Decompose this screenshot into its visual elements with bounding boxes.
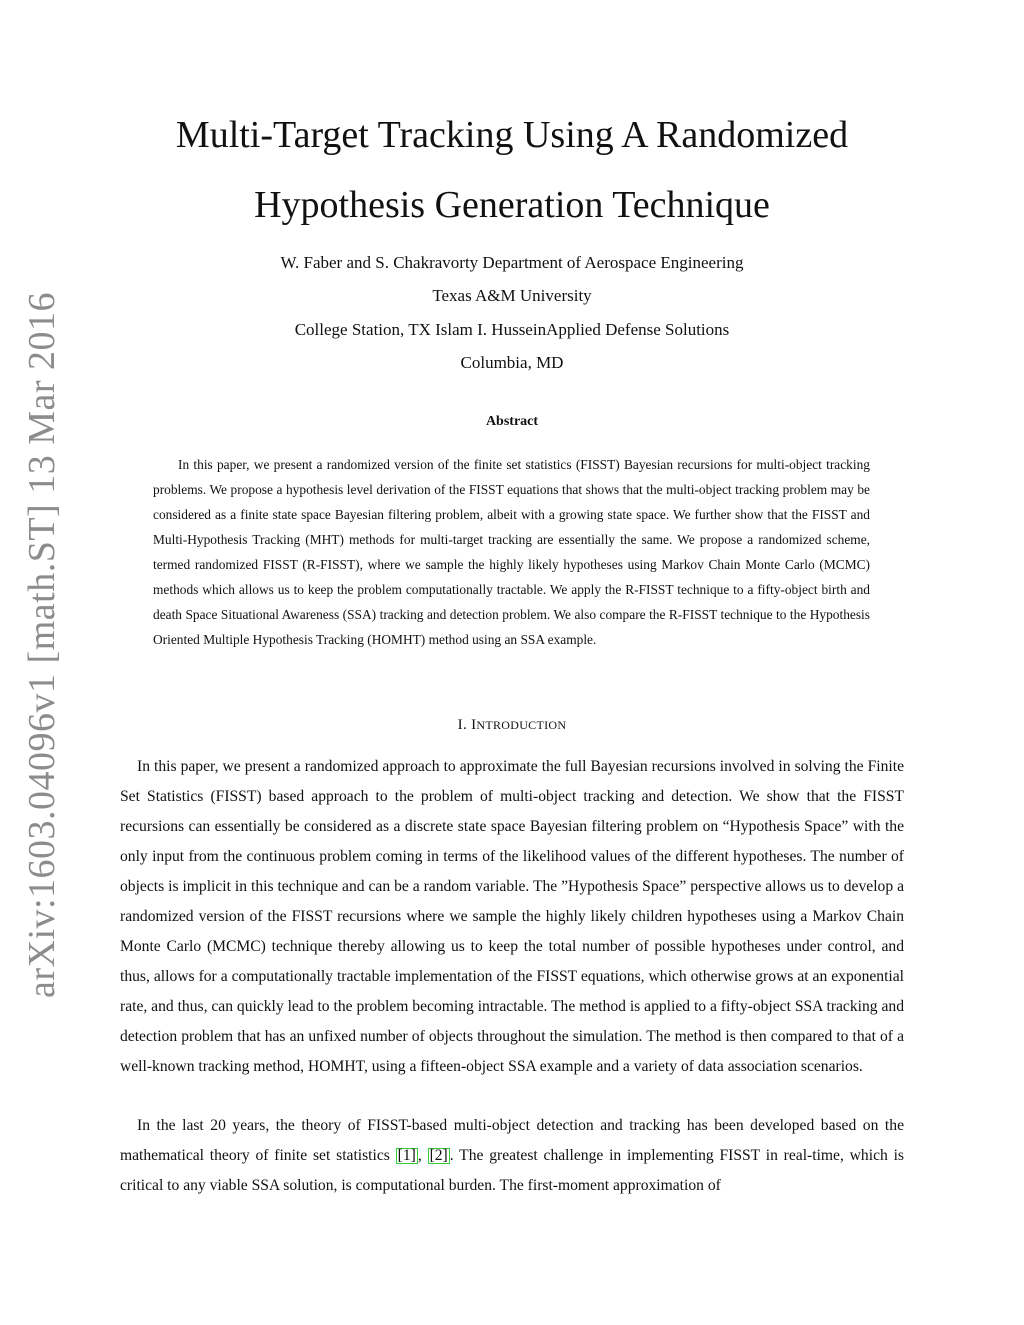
author-affiliation-line-2: Texas A&M University [432,286,592,305]
intro-paragraph-2-tail: . The greatest challenge in implementing FISST in real-time, which is critical to any viable SSA solution, is computational burden. The first-moment approximation of [120,1147,905,1194]
arxiv-identifier-stamp: arXiv:1603.04096v1 [math.ST] 13 Mar 2016 [21,291,63,999]
author-affiliation-line-4: Columbia, MD [460,353,564,372]
intro-paragraph-1: In this paper, we present a randomized approach to approximate the full Bayesian recursions involved in solving the Finite Set Statistics (FISST) based approach to the problem of multi-object tracking and detection. We show that the FISST recursions can essentially be considered as a discrete state space Bayesian filtering problem on “Hypothesis Space” with the only input from the continuous problem coming in terms of the likelihood values of the different hypotheses. The number of objects is implicit in this technique and can be a random variable. The ”Hypothesis Space” perspective allows us to develop a randomized version of the FISST recursions where we sample the highly likely children hypotheses using a Markov Chain Monte Carlo (MCMC) technique thereby allowing us to keep the total number of possible hypotheses under control, and thus, allows for a computationally tractable implementation of the FISST equations, which otherwise grows at an exponential rate, and thus, can quickly lead to the problem becoming intractable. The method is applied to a fifty-object SSA tracking and detection problem that has an unfixed number of objects throughout the simulation. The method is then compared to that of a well-known tracking method, HOMHT, using a fifteen-object SSA example and a variety of data association scenarios. [120,758,904,1075]
abstract-text: In this paper, we present a randomized version of the finite set statistics (FISST) Bayesian recursions for multi-object tracking problems. We propose a hypothesis level derivation of the FISST equations that shows that the multi-object tracking problem may be considered as a finite state space Bayesian filtering problem, albeit with a growing state space. We further show that the FISST and Multi-Hypothesis Tracking (MHT) methods for multi-target tracking are essentially the same. We propose a randomized scheme, termed randomized FISST (R-FISST), where we sample the highly likely hypotheses using Markov Chain Monte Carlo (MCMC) methods which allows us to keep the problem computationally tractable. We apply the R-FISST technique to a fifty-object birth and death Space Situational Awareness (SSA) tracking and detection problem. We also compare the R-FISST technique to the Hypothesis Oriented Multiple Hypothesis Tracking (HOMHT) method using an SSA example. [153,457,870,647]
intro-paragraph-2-lead: In the last 20 years, the theory of FISST-based multi-object detection and tracking has been developed based on the mathematical theory of finite set statistics [120,1117,904,1164]
section-numeral: I. [457,717,468,733]
citation-link-2[interactable]: [2] [429,1147,448,1164]
section-heading-introduction [0,717,1024,734]
paper-title-line-2: Hypothesis Generation Technique [254,184,770,226]
abstract-heading: Abstract [485,414,539,429]
citation-separator: , [417,1147,428,1164]
author-affiliation-line-1: W. Faber and S. Chakravorty Department of Aerospace Engineering [280,253,744,272]
section-title-initial: I [471,717,477,733]
section-title-rest: NTRODUCTION [476,718,567,732]
author-affiliation-line-3: College Station, TX Islam I. HusseinApplied Defense Solutions [294,320,730,339]
paper-title-line-1: Multi-Target Tracking Using A Randomized [175,114,849,156]
citation-link-1[interactable]: [1] [397,1147,416,1164]
intro-paragraph-2 [120,1111,904,1201]
